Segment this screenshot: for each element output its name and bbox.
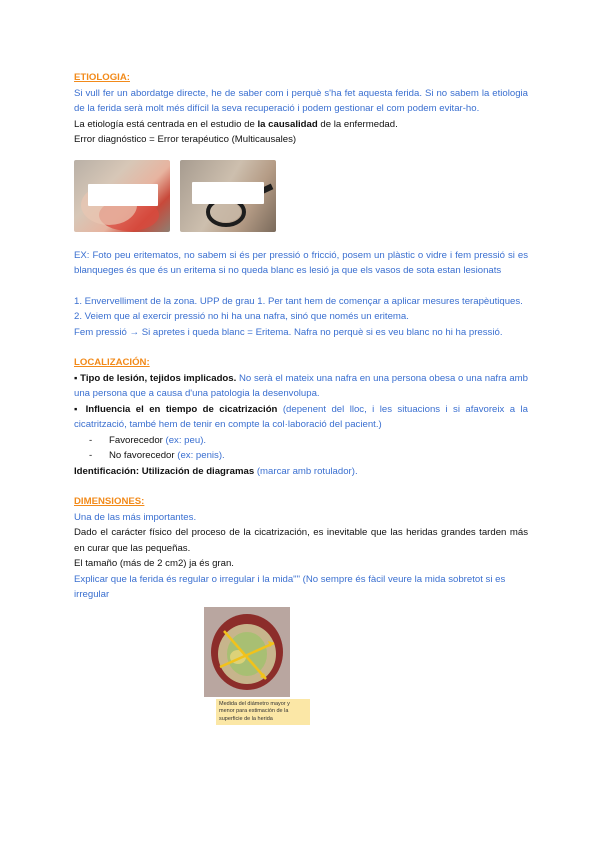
bullet-icon: ▪ [74,372,81,384]
dimensiones-heading: DIMENSIONES: [74,496,145,507]
localizacion-heading: LOCALIZACIÓN: [74,357,150,368]
erythema-foot-photo [74,160,170,232]
document-page [74,70,528,727]
dimensiones-line-2: Dado el carácter físico del proceso de la cicatrización, es inevitable que las heridas grandes tarden más en curar que las pequeñas. [74,527,528,554]
etiologia-causalidad-line [74,117,528,133]
bullet-tipo-lesion [74,371,528,402]
bullet-2-bold: Influencia el en tiempo de cicatrización [85,403,278,415]
wound-measure-illustration [204,607,290,697]
wound-figure [74,607,528,727]
dash-icon: - [89,434,93,446]
wound-photo [204,607,290,697]
photo-row [74,160,528,232]
censor-bar [88,184,158,206]
bullet-cicatrizacion [74,402,528,433]
no-favorecedor-label: No favorecedor [109,450,175,461]
etiologia-heading: ETIOLOGIA: [74,72,130,83]
identificacion-bold: Identificación: Utilización de diagramas [74,465,255,477]
no-favorecedor-item [74,448,528,464]
point-3: Fem pressió → Si apretes i queda blanc = Eritema. Nafra no perquè si es veu blanc no hi ha pressió. [74,326,503,338]
censor-bar [192,182,264,204]
wound-caption: Medida del diámetro mayor y menor para estimación de la superficie de la herida [216,699,310,726]
favorecedor-example: (ex: peu). [162,434,207,446]
identificacion-line [74,464,528,480]
point-1: 1. Envervelliment de la zona. UPP de grau 1. Per tant hem de començar a aplicar mesures terapèutiques. [74,295,523,307]
bullet-1-bold: Tipo de lesión, tejidos implicados. [80,372,237,384]
dimensiones-line-1: Una de las más importantes. [74,511,197,523]
dash-icon: - [89,450,93,461]
error-diagnostico-line: Error diagnóstico = Error terapéutico (Multicausales) [74,134,297,145]
favorecedor-label: Favorecedor [109,434,163,446]
dimensiones-line-3: El tamaño (más de 2 cm2) ja és gran. [74,558,234,569]
dimensiones-line-4: Explicar que la ferida és regular o irregular i la mida"" (No sempre és fàcil veure la mida sobretot si es irregular [74,573,506,600]
bullet-icon: ▪ [74,403,86,415]
etiologia-line-bold: la causalidad [257,118,318,130]
example-paragraph: EX: Foto peu eritematos, no sabem si és per pressió o fricció, posem un plàstic o vidre i fem pressió si es blanqueges és que és un eritema si no queda blanc es lesió ja que els vasos de sota estan lesionats [74,249,528,276]
point-2: 2. Veiem que al exercir pressió no hi ha una nafra, sinó que només un eritema. [74,311,409,322]
favorecedor-item [74,433,528,449]
glass-pressure-photo [180,160,276,232]
etiologia-line-post: de la enfermedad. [317,118,398,130]
etiologia-paragraph: Si vull fer un abordatge directe, he de saber com i perquè s'ha fet aquesta ferida. Si no sabem la etiologia de la ferida serà molt més difícil la seva recuperació i podem gestionar el com podem evitar-ho. [74,87,528,114]
etiologia-line-pre: La etiología está centrada en el estudio de [74,118,258,130]
bullet-1-note: No serà el mateix una nafra en una persona obesa o una nafra amb una persona que a causa d'una patologia la desenvolupa. [74,372,528,399]
identificacion-note: (marcar amb rotulador). [254,465,358,477]
bullet-2-note: (depenent del lloc, i les situacions i si afavoreix a la cicatrització, també hem de tenir en compte la col·laboració del pacient.) [74,403,528,430]
no-favorecedor-example: (ex: penis). [174,450,225,461]
